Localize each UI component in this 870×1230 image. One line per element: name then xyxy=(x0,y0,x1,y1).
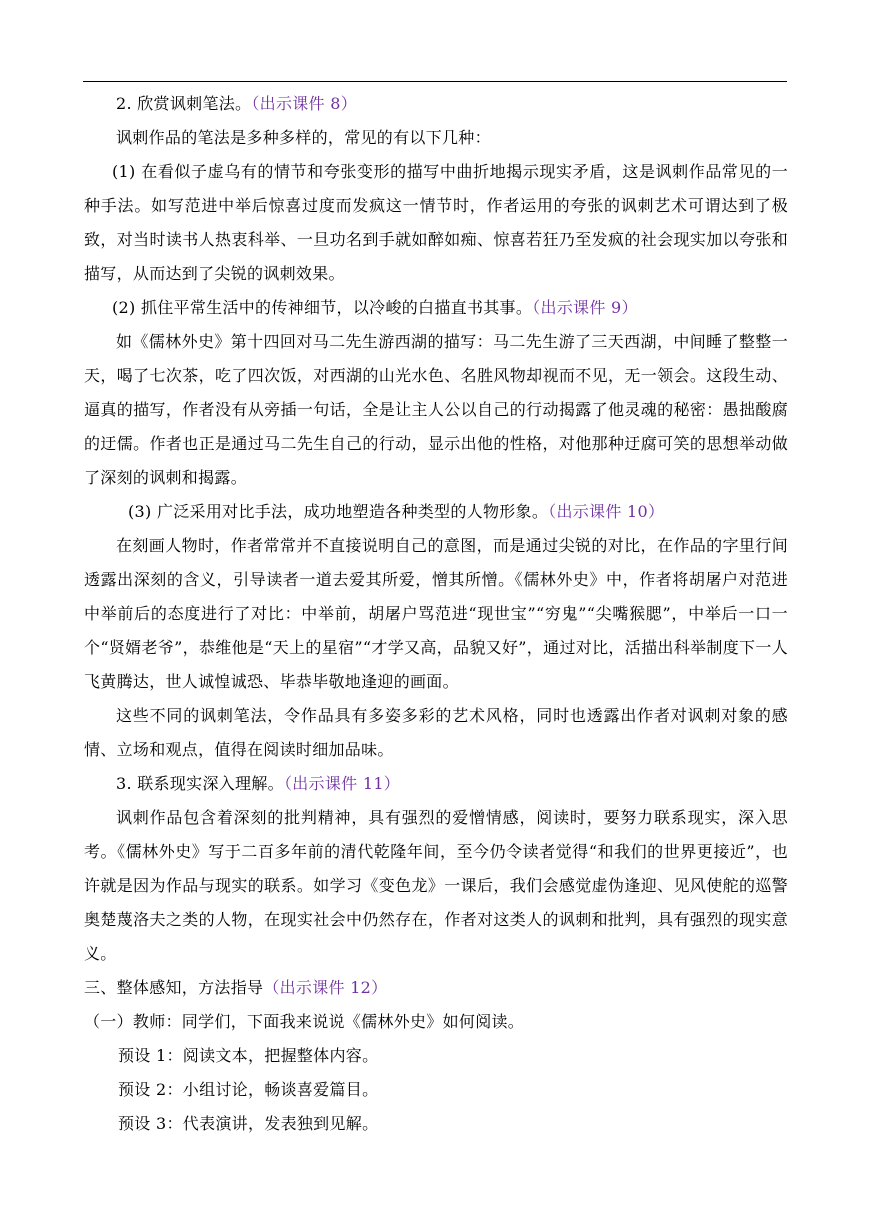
paragraph: 讽刺作品的笔法是多种多样的，常见的有以下几种： xyxy=(116,128,491,147)
paragraph: 如《儒林外史》第十四回对马二先生游西湖的描写：马二先生游了三天西湖，中间睡了整整一天，喝了七次茶，吃了四次饭，对西湖的山光水色、名胜风物却视而不见，无一领会。这段生动、逼真的描写，作者没有从旁插一句话，全是让主人公以自己的行动揭露了他灵魂的秘密：愚拙酸腐的迂儒。作者也正是通过马二先生自己的行动，显示出他的性格，对他那种迂腐可笑的思想举动做了深刻的讽刺和揭露。 xyxy=(84,332,788,487)
header-rule xyxy=(83,81,787,82)
chapter-heading xyxy=(84,971,788,1005)
courseware-note: （出示课件 8） xyxy=(251,94,358,113)
heading-text: 2. 欣赏讽刺笔法。 xyxy=(116,94,252,113)
heading-text: 3. 联系现实深入理解。 xyxy=(116,774,284,793)
courseware-note: （出示课件 12） xyxy=(263,978,388,997)
courseware-note: （出示课件 10） xyxy=(548,502,665,521)
paragraph: （一）教师：同学们，下面我来说说《儒林外史》如何阅读。 xyxy=(84,1012,525,1031)
courseware-note: （出示课件 11） xyxy=(283,774,401,793)
section-heading-2 xyxy=(84,87,788,121)
heading-text: 三、整体感知，方法指导 xyxy=(84,978,264,997)
preset-item-2: 预设 2：小组讨论，畅谈喜爱篇目。 xyxy=(118,1080,379,1099)
paragraph: 这些不同的讽刺笔法，令作品具有多姿多彩的艺术风格，同时也透露出作者对讽刺对象的感情、立场和观点，值得在阅读时细加品味。 xyxy=(84,706,788,759)
paragraph-item-3 xyxy=(84,495,788,529)
item-text: (2) 抓住平常生活中的传神细节，以冷峻的白描直书其事。 xyxy=(112,298,533,317)
preset-item-1: 预设 1：阅读文本，把握整体内容。 xyxy=(118,1046,379,1065)
document-body xyxy=(84,87,788,1141)
paragraph-item-1: (1) 在看似子虚乌有的情节和夸张变形的描写中曲折地揭示现实矛盾，这是讽刺作品常见的一种手法。如写范进中举后惊喜过度而发疯这一情节时，作者运用的夸张的讽刺艺术可谓达到了极致，对当时读书人热衷科举、一旦功名到手就如醉如痴、惊喜若狂乃至发疯的社会现实加以夸张和描写，从而达到了尖锐的讽刺效果。 xyxy=(84,162,788,283)
paragraph: 在刻画人物时，作者常常并不直接说明自己的意图，而是通过尖锐的对比，在作品的字里行间透露出深刻的含义，引导读者一道去爱其所爱，憎其所憎。《儒林外史》中，作者将胡屠户对范进中举前后的态度进行了对比：中举前，胡屠户骂范进“现世宝”“穷鬼”“尖嘴猴腮”，中举后一口一个“贤婿老爷”，恭维他是“天上的星宿”“才学又高，品貌又好”，通过对比，活描出科举制度下一人飞黄腾达，世人诚惶诚恐、毕恭毕敬地逢迎的画面。 xyxy=(84,536,788,691)
section-heading-3 xyxy=(84,767,788,801)
courseware-note: （出示课件 9） xyxy=(532,298,638,317)
preset-item-3: 预设 3：代表演讲，发表独到见解。 xyxy=(118,1114,379,1133)
paragraph: 讽刺作品包含着深刻的批判精神，具有强烈的爱憎情感，阅读时，要努力联系现实，深入思考。《儒林外史》写于二百多年前的清代乾隆年间，至今仍令读者觉得“和我们的世界更接近”，也许就是因为作品与现实的联系。如学习《变色龙》一课后，我们会感觉虚伪逢迎、见风使舵的巡警奥楚蔑洛夫之类的人物，在现实社会中仍然存在，作者对这类人的讽刺和批判，具有强烈的现实意义。 xyxy=(84,808,788,963)
paragraph-item-2 xyxy=(84,291,788,325)
item-text: (3) 广泛采用对比手法，成功地塑造各种类型的人物形象。 xyxy=(128,502,549,521)
